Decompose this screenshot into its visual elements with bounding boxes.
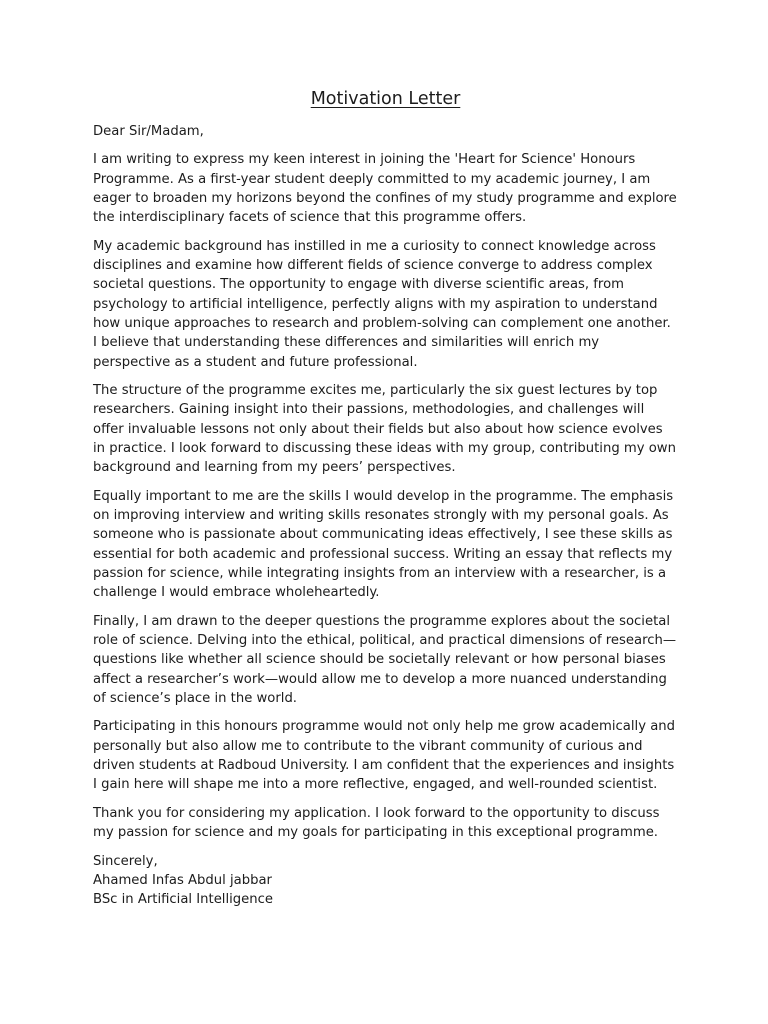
paragraph-societal-role: Finally, I am drawn to the deeper questions the programme explores about the societal role of science. Delving into the ethical, political, and practical dimensions of research—questions like whether all science should be societally relevant or how personal biases affect a researcher’s work—would allow me to develop a more nuanced understanding of science’s place in the world. xyxy=(93,613,677,706)
signer-degree: BSc in Artificial Intelligence xyxy=(93,892,274,908)
paragraph-structure: The structure of the programme excites me, particularly the six guest lectures by top researchers. Gaining insight into their passions, methodologies, and challenges will offer invaluable lessons not only about their fields but also about how science evolves in practice. I look forward to discussing these ideas with my group, contributing my own background and learning from my peers’ perspectives. xyxy=(93,383,676,476)
valediction: Sincerely, xyxy=(93,853,158,869)
letter-page xyxy=(93,88,678,909)
page-title: Motivation Letter xyxy=(310,89,461,109)
paragraph-intro: I am writing to express my keen interest in joining the 'Heart for Science' Honours Programme. As a first-year student deeply committed to my academic journey, I am eager to broaden my horizons beyond the confines of my study programme and explore the interdisciplinary facets of science that this programme offers. xyxy=(93,152,677,226)
signer-name: Ahamed Infas Abdul jabbar xyxy=(93,872,272,888)
paragraph-background: My academic background has instilled in me a curiosity to connect knowledge across disciplines and examine how different fields of science converge to address complex societal questions. The opportunity to engage with diverse scientific areas, from psychology to artificial intelligence, perfectly aligns with my aspiration to understand how unique approaches to research and problem-solving can complement one another. I believe that understanding these differences and similarities will enrich my perspective as a student and future professional. xyxy=(93,238,671,370)
paragraph-thanks: Thank you for considering my application. I look forward to the opportunity to discuss my passion for science and my goals for participating in this exceptional programme. xyxy=(93,805,660,841)
closing-block xyxy=(93,852,678,910)
paragraph-skills: Equally important to me are the skills I would develop in the programme. The emphasis on improving interview and writing skills resonates strongly with my personal goals. As someone who is passionate about communicating ideas effectively, I see these skills as essential for both academic and professional success. Writing an essay that reflects my passion for science, while integrating insights from an interview with a researcher, is a challenge I would embrace wholeheartedly. xyxy=(93,488,674,601)
salutation: Dear Sir/Madam, xyxy=(93,124,204,139)
paragraph-community: Participating in this honours programme would not only help me grow academically and personally but also allow me to contribute to the vibrant community of curious and driven students at Radboud University. I am confident that the experiences and insights I gain here will shape me into a more reflective, engaged, and well-rounded scientist. xyxy=(93,719,676,793)
